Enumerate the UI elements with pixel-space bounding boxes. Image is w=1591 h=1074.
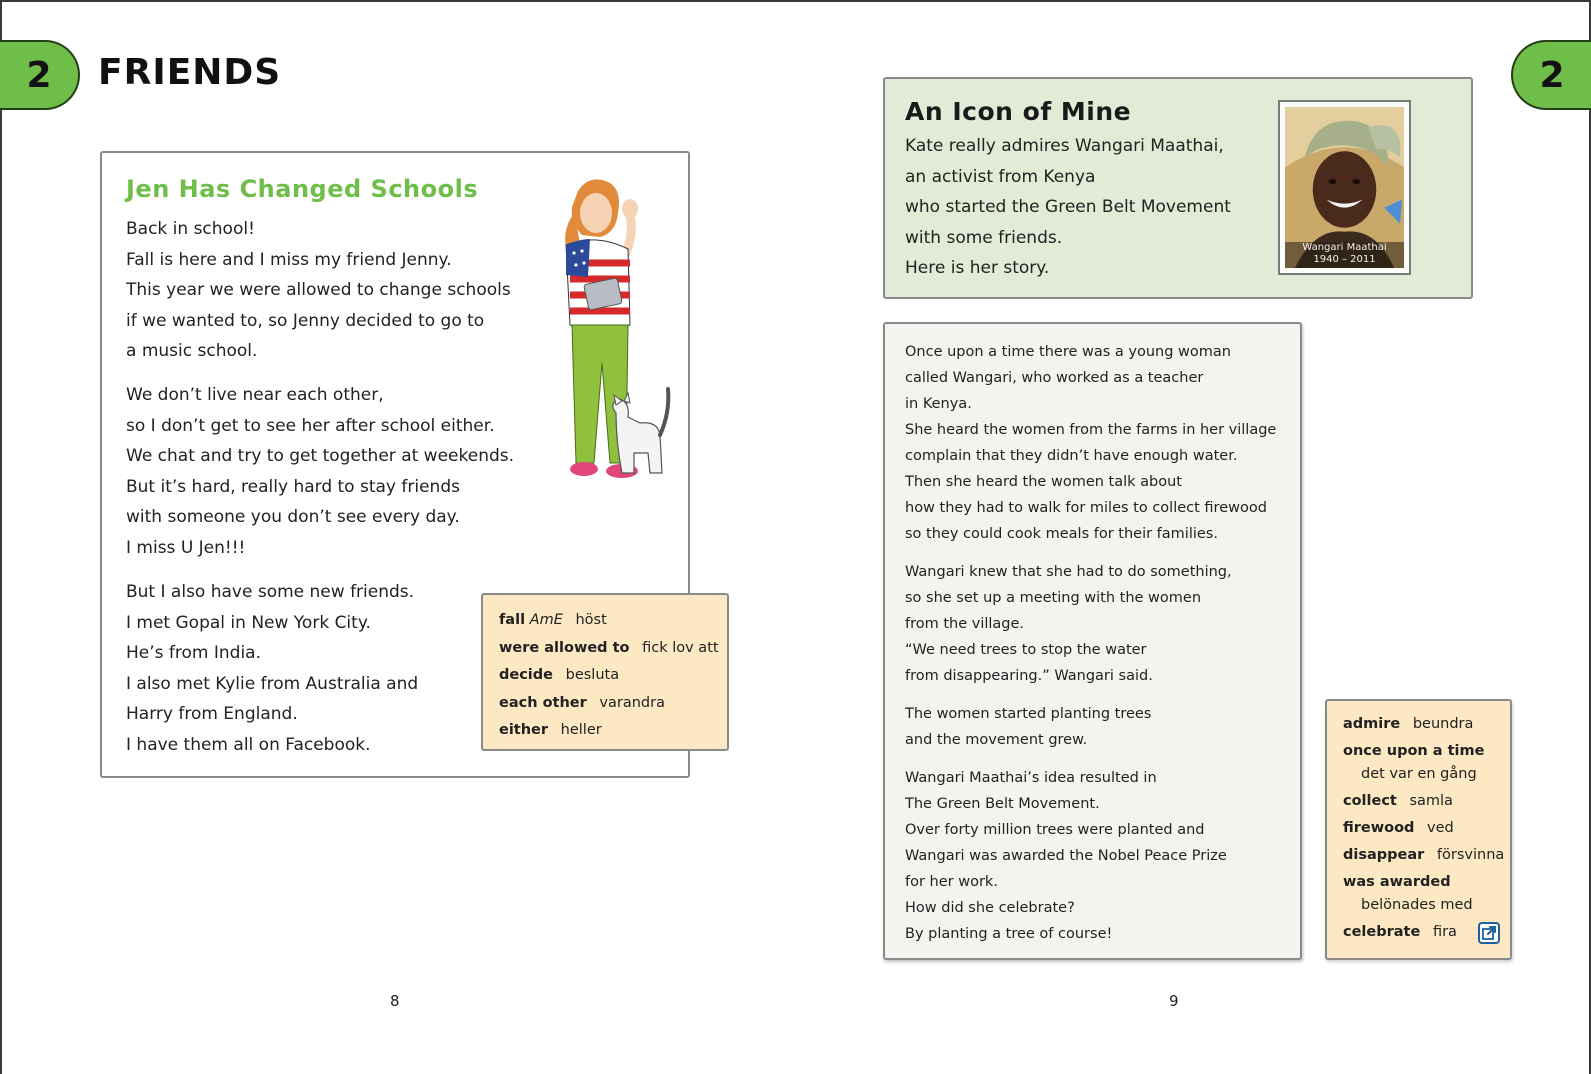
- text-line: Fall is here and I miss my friend Jenny.: [126, 249, 452, 270]
- glossary-definition: belönades med: [1361, 897, 1473, 913]
- text-line: if we wanted to, so Jenny decided to go to: [126, 310, 485, 331]
- text-line: We chat and try to get together at weekends.: [126, 446, 515, 466]
- text-line: Wangari was awarded the Nobel Peace Prize: [905, 848, 1227, 864]
- glossary-term: disappear: [1343, 847, 1425, 863]
- girl-with-cat-illustration: [530, 173, 680, 493]
- glossary-definition: det var en gång: [1361, 766, 1477, 782]
- glossary-entry: [1343, 844, 1510, 867]
- portrait-name: Wangari Maathai: [1302, 242, 1387, 253]
- portrait-caption: [1285, 242, 1404, 268]
- text-line: so I don’t get to see her after school either.: [126, 415, 495, 436]
- text-line: how they had to walk for miles to collect firewood: [905, 500, 1267, 516]
- glossary-entry: [499, 662, 727, 690]
- text-line: Back in school!: [126, 219, 255, 239]
- text-line: But I also have some new friends.: [126, 582, 415, 602]
- text-line: Wangari Maathai’s idea resulted in: [905, 770, 1157, 786]
- letter-paragraph: [126, 380, 514, 563]
- right-page: [790, 2, 1589, 1074]
- glossary-definition: ved: [1427, 820, 1454, 836]
- text-line: Harry from England.: [126, 704, 298, 724]
- text-line: who started the Green Belt Movement: [905, 197, 1231, 217]
- text-line: Wangari knew that she had to do something,: [905, 564, 1232, 580]
- text-line: I have them all on Facebook.: [126, 734, 371, 755]
- glossary-term: each other: [499, 694, 587, 711]
- glossary-definition: försvinna: [1436, 847, 1505, 863]
- chapter-tab: [0, 40, 80, 110]
- page-number: 9: [1169, 992, 1179, 1010]
- text-line: But it’s hard, really hard to stay friends: [126, 476, 460, 497]
- text-line: in Kenya.: [905, 396, 972, 412]
- text-line: from the village.: [905, 616, 1025, 632]
- glossary-definition: samla: [1409, 793, 1453, 809]
- glossary-term: admire: [1343, 716, 1401, 732]
- glossary-entry: [1343, 713, 1510, 736]
- glossary-term: firewood: [1343, 820, 1415, 836]
- letter-paragraph: [126, 577, 418, 760]
- text-line: with some friends.: [905, 227, 1063, 248]
- text-line: She heard the women from the farms in her village: [905, 422, 1277, 438]
- glossary-definition: fira: [1432, 924, 1457, 940]
- portrait-image: [1285, 107, 1404, 268]
- glossary-term: celebrate: [1343, 924, 1421, 940]
- glossary-definition: beundra: [1412, 716, 1474, 732]
- glossary-definition: besluta: [565, 667, 620, 683]
- external-link-icon[interactable]: [1478, 922, 1500, 944]
- glossary-term: was awarded: [1343, 874, 1451, 890]
- story-paragraph: [905, 339, 1276, 547]
- text-line: Then she heard the women talk about: [905, 474, 1182, 490]
- text-line: called Wangari, who worked as a teacher: [905, 370, 1204, 386]
- glossary-definition: heller: [560, 722, 602, 738]
- glossary-definition: fick lov att: [642, 639, 719, 656]
- glossary-entry: [499, 607, 727, 635]
- glossary-entry: [499, 690, 727, 718]
- text-line: I met Gopal in New York City.: [126, 612, 371, 633]
- page-number: 8: [390, 992, 400, 1010]
- icon-box-title: An Icon of Mine: [905, 97, 1132, 126]
- glossary-entry: [1343, 817, 1510, 840]
- text-line: an activist from Kenya: [905, 166, 1096, 187]
- text-line: How did she celebrate?: [905, 900, 1075, 916]
- glossary-definition: höst: [575, 612, 607, 628]
- left-page: [2, 2, 790, 1074]
- glossary-tag: AmE: [529, 612, 563, 628]
- glossary-entry: [1343, 740, 1510, 786]
- glossary-term: either: [499, 722, 549, 738]
- story-paragraph: [905, 765, 1227, 947]
- text-line: The women started planting trees: [905, 706, 1152, 722]
- text-line: “We need trees to stop the water: [905, 642, 1147, 658]
- text-line: Kate really admires Wangari Maathai,: [905, 136, 1224, 156]
- glossary-entry: [499, 717, 727, 745]
- icon-box-text: [905, 131, 1231, 284]
- text-line: The Green Belt Movement.: [905, 796, 1100, 812]
- glossary-entry: [1343, 790, 1510, 813]
- glossary-box: [481, 593, 729, 751]
- glossary-entry: [499, 635, 727, 663]
- story-paragraph: [905, 701, 1151, 753]
- text-line: Here is her story.: [905, 258, 1050, 278]
- chapter-number: 2: [1539, 54, 1565, 96]
- text-line: complain that they didn’t have enough water.: [905, 448, 1238, 464]
- portrait-frame: [1278, 100, 1411, 275]
- icon-intro-box: [883, 77, 1473, 299]
- chapter-title: FRIENDS: [98, 52, 282, 93]
- text-line: By planting a tree of course!: [905, 926, 1113, 942]
- glossary-entry: [1343, 871, 1510, 917]
- glossary-term: fall: [499, 612, 526, 628]
- text-line: from disappearing.” Wangari said.: [905, 668, 1153, 684]
- text-line: We don’t live near each other,: [126, 385, 384, 405]
- text-line: with someone you don’t see every day.: [126, 507, 460, 527]
- text-line: so she set up a meeting with the women: [905, 590, 1202, 606]
- text-line: and the movement grew.: [905, 732, 1088, 748]
- story-box: [883, 322, 1302, 960]
- text-line: I also met Kylie from Australia and: [126, 673, 419, 694]
- glossary-term: decide: [499, 667, 553, 683]
- text-line: I miss U Jen!!!: [126, 537, 246, 558]
- text-line: This year we were allowed to change schools: [126, 280, 511, 300]
- letter-paragraph: [126, 214, 511, 367]
- chapter-tab: [1511, 40, 1591, 110]
- glossary-definition: varandra: [599, 694, 665, 711]
- text-line: for her work.: [905, 874, 998, 890]
- portrait-years: 1940 – 2011: [1313, 254, 1376, 265]
- glossary-term: collect: [1343, 793, 1397, 809]
- story-paragraph: [905, 559, 1232, 689]
- glossary-box: [1325, 699, 1512, 960]
- glossary-term: once upon a time: [1343, 743, 1485, 759]
- glossary-term: were allowed to: [499, 639, 630, 656]
- text-line: a music school.: [126, 341, 258, 361]
- letter-title: Jen Has Changed Schools: [126, 175, 479, 203]
- text-line: so they could cook meals for their families.: [905, 526, 1218, 542]
- text-line: Once upon a time there was a young woman: [905, 344, 1231, 360]
- text-line: Over forty million trees were planted and: [905, 822, 1205, 838]
- text-line: He’s from India.: [126, 643, 261, 663]
- chapter-number: 2: [26, 54, 52, 96]
